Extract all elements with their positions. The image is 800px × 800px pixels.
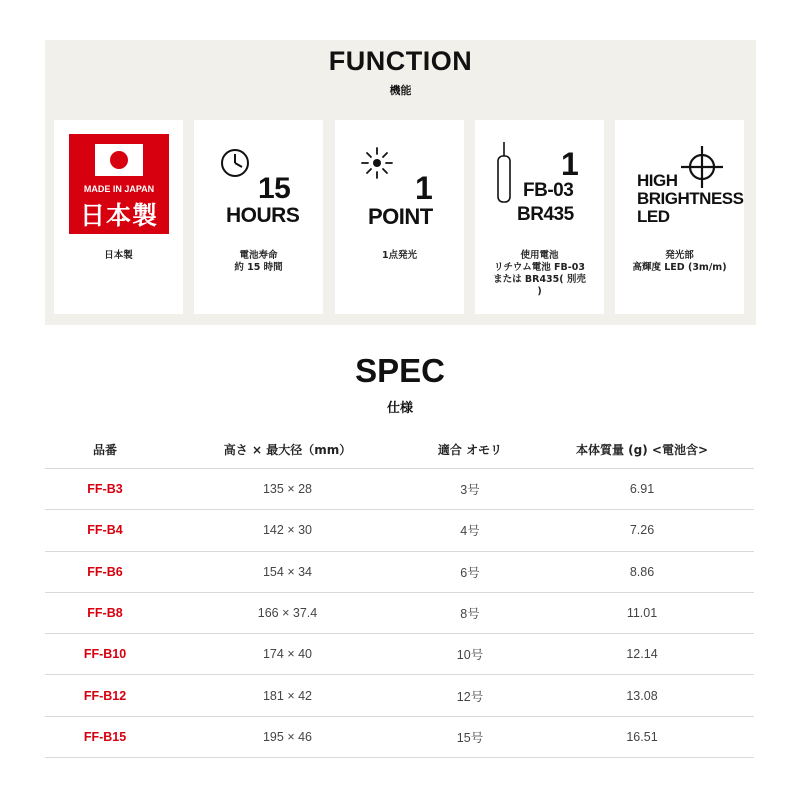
- led-line-1: HIGH: [637, 171, 678, 190]
- cell-size: 135 × 28: [262, 482, 312, 497]
- cell-sinker: 4号: [460, 524, 480, 539]
- table-row: [45, 675, 754, 716]
- battery-count: 1: [561, 146, 579, 182]
- cell-model: FF-B8: [87, 606, 123, 621]
- hours-unit: HOURS: [226, 204, 300, 227]
- cell-size: 166 × 37.4: [257, 606, 318, 621]
- card-caption: 使用電池 リチウム電池 FB-03 または BR435( 別売 ): [493, 250, 586, 297]
- cell-model: FF-B4: [87, 523, 123, 538]
- cell-model: FF-B3: [87, 482, 123, 497]
- cell-size: 154 × 34: [262, 564, 312, 579]
- feature-card-battery-life: [194, 120, 323, 314]
- cell-size: 174 × 40: [262, 647, 312, 662]
- battery-model-1: FB-03: [523, 180, 574, 201]
- feature-card-led: [615, 120, 744, 314]
- point-number: 1: [415, 170, 433, 206]
- cell-weight: 11.01: [626, 606, 658, 621]
- hours-number: 15: [258, 172, 291, 205]
- cell-sinker: 6号: [460, 565, 480, 580]
- cell-size: 181 × 42: [262, 688, 312, 703]
- feature-card-light-point: [335, 120, 464, 314]
- led-line-2: BRIGHTNESS: [637, 189, 744, 208]
- battery-model-2: BR435: [517, 204, 574, 225]
- cell-model: FF-B12: [83, 688, 127, 703]
- cell-weight: 16.51: [626, 729, 658, 744]
- cell-model: FF-B15: [83, 729, 127, 744]
- sparkle-icon: [360, 146, 394, 180]
- battery-icon: [495, 140, 513, 206]
- function-title: FUNCTION: [328, 46, 473, 76]
- feature-card-battery: [475, 120, 604, 314]
- led-text: [637, 172, 743, 226]
- table-header: [45, 430, 754, 469]
- point-unit: POINT: [368, 204, 433, 229]
- cell-sinker: 10号: [456, 648, 484, 663]
- cell-sinker: 8号: [460, 607, 480, 622]
- badge-made-in-japan-text: MADE IN JAPAN: [83, 184, 155, 194]
- cell-size: 195 × 46: [262, 729, 312, 744]
- japan-flag-icon: [95, 144, 143, 176]
- table-row: [45, 552, 754, 593]
- cell-weight: 12.14: [626, 647, 658, 662]
- cell-weight: 6.91: [629, 482, 655, 497]
- function-panel: [45, 40, 756, 325]
- cell-sinker: 3号: [460, 483, 480, 498]
- cell-weight: 7.26: [629, 523, 655, 538]
- spec-title: SPEC: [355, 352, 445, 389]
- cell-weight: 13.08: [626, 688, 658, 703]
- spec-table: [45, 430, 754, 758]
- card-caption: 日本製: [104, 250, 133, 261]
- header-model: 品番: [92, 442, 117, 457]
- table-row: [45, 593, 754, 634]
- header-weight: 本体質量 (g) <電池含>: [575, 442, 709, 457]
- table-row: [45, 469, 754, 510]
- header-size: 高さ × 最大径（mm）: [223, 442, 352, 457]
- function-subtitle: 機能: [389, 84, 412, 97]
- cell-weight: 8.86: [629, 564, 655, 579]
- cell-size: 142 × 30: [262, 523, 312, 538]
- table-row: [45, 510, 754, 551]
- card-caption: 1点発光: [381, 250, 418, 261]
- cell-model: FF-B6: [87, 564, 123, 579]
- cell-sinker: 12号: [456, 689, 484, 704]
- cell-sinker: 15号: [456, 730, 484, 745]
- table-row: [45, 634, 754, 675]
- card-caption: 発光部 高輝度 LED (3m/m): [632, 250, 727, 273]
- feature-card-made-in-japan: [54, 120, 183, 314]
- badge-nihonsei-text: 日本製: [79, 201, 158, 230]
- made-in-japan-badge: [69, 134, 169, 234]
- cell-model: FF-B10: [83, 647, 127, 662]
- led-line-3: LED: [637, 207, 670, 226]
- header-sinker: 適合 オモリ: [437, 442, 503, 457]
- table-row: [45, 717, 754, 758]
- card-caption: 電池寿命 約 15 時間: [234, 250, 283, 273]
- clock-icon: [220, 148, 250, 178]
- spec-subtitle: 仕様: [386, 401, 413, 416]
